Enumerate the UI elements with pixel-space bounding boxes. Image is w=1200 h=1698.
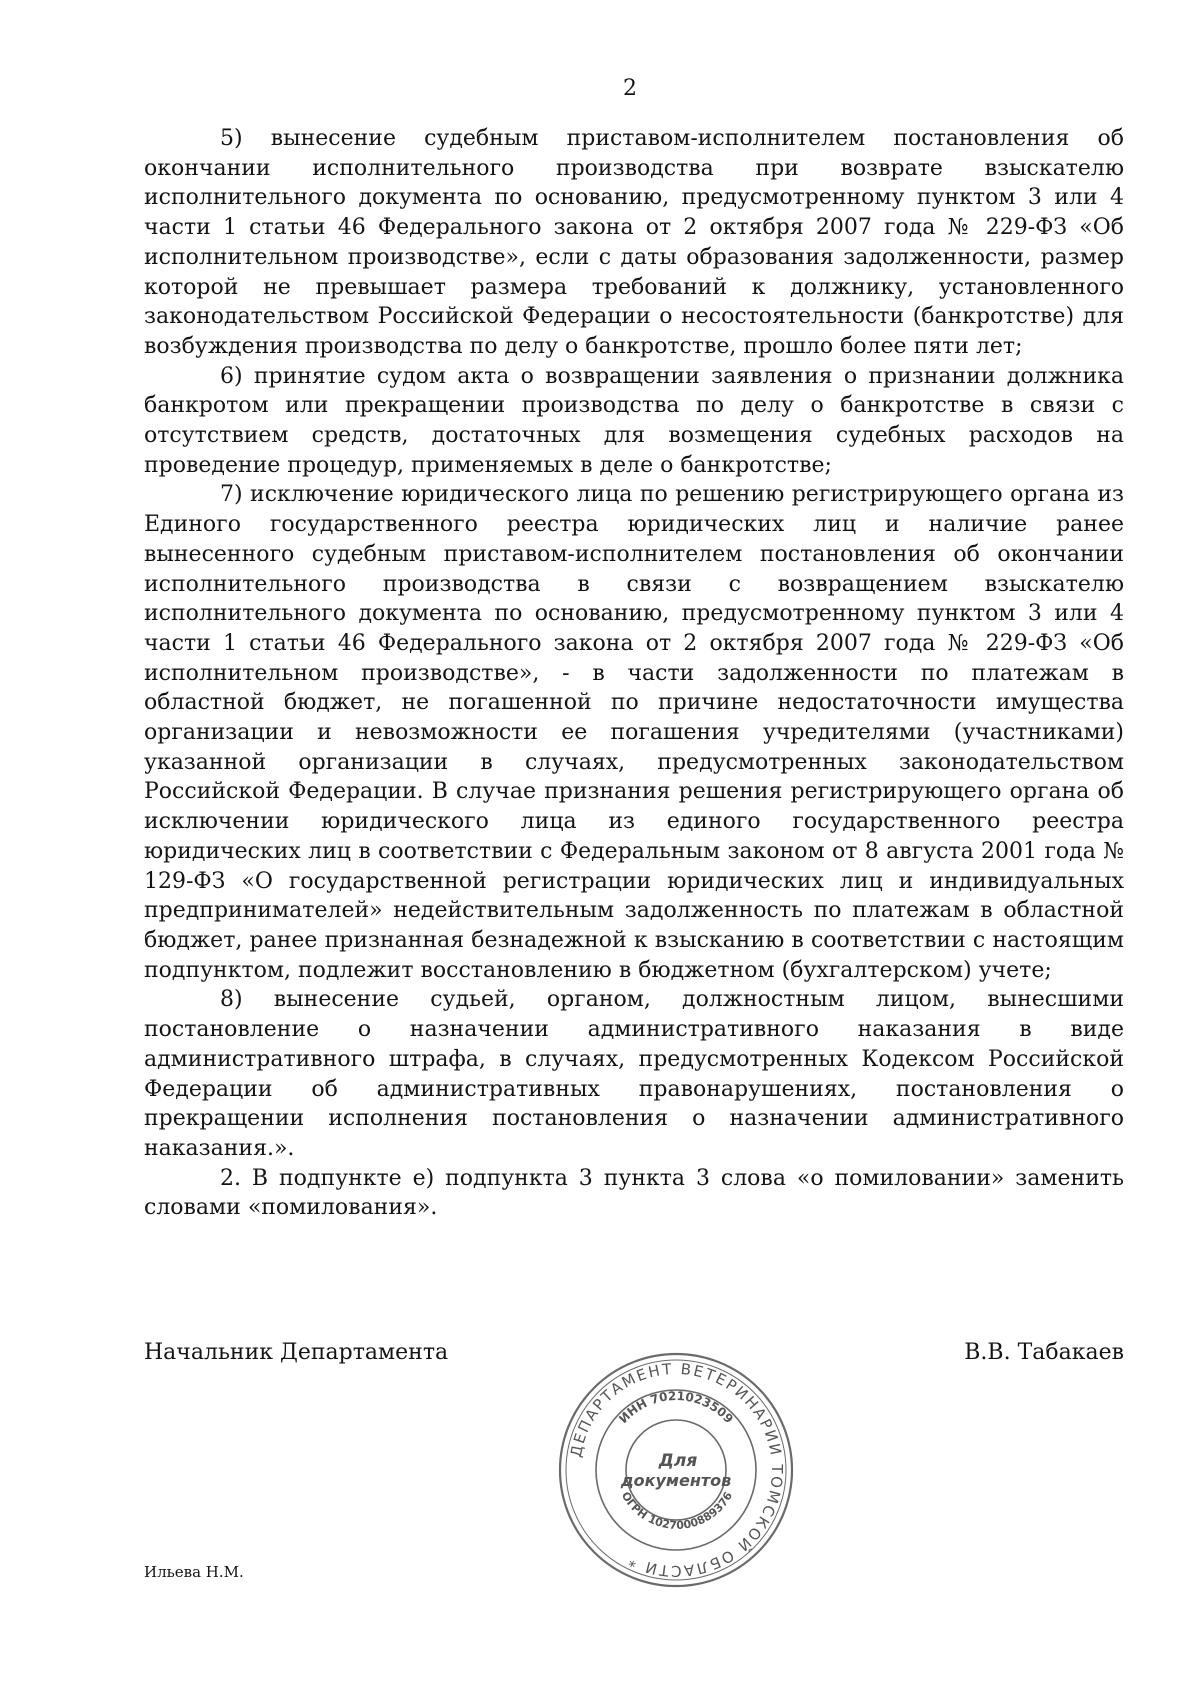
signatory-name: В.В. Табакаев: [964, 1340, 1124, 1365]
stamp-outer-text: ДЕПАРТАМЕНТ ВЕТЕРИНАРИИ ТОМСКОЙ ОБЛАСТИ *: [566, 1359, 787, 1581]
svg-text:ОГРН 1027000889376: [619, 1489, 735, 1532]
stamp-ogrn: ОГРН 1027000889376: [618, 1489, 736, 1533]
paragraph-item-5: 5) вынесение судебным приставом-исполнителем постановления об окончании исполнительного производства при возврате взыскателю исполнительного документа по основанию, предусмотренному пунктом 3 или 4 части 1 статьи 46 Федерального закона от 2 октября 2007 года № 229-ФЗ «Об исполнительном производстве», если с даты образования задолженности, размер которой не превышает размера требований к должнику, установленного законодательством Российской Федерации о несостоятельности (банкротстве) для возбуждения производства по делу о банкротстве, прошло более пяти лет;: [144, 126, 1124, 359]
stamp-inn: ИНН 7021023509: [616, 1388, 736, 1427]
paragraph-item-8: 8) вынесение судьей, органом, должностным лицом, вынесшими постановление о назначении административного наказания в виде административного штрафа, в случаях, предусмотренных Кодексом Российской Федерации об административных правонарушениях, постановления о прекращении исполнения постановления о назначении административного наказания.».: [144, 987, 1124, 1161]
executor-name: Ильева Н.М.: [144, 1563, 244, 1581]
paragraph-item-6: 6) принятие судом акта о возвращении заявления о признании должника банкротом или прекращении производства по делу о банкротстве в связи с отсутствием средств, достаточных для возмещения судебных расходов на проведение процедур, применяемых в деле о банкротстве;: [144, 363, 1124, 478]
body-text: [144, 124, 1124, 1223]
page-number: 2: [623, 76, 637, 101]
stamp-center-line1: Для: [658, 1451, 698, 1471]
paragraph-clause-2: 2. В подпункте е) подпункта 3 пункта 3 слова «о помиловании» заменить словами «помилования».: [144, 1165, 1124, 1221]
official-stamp: [556, 1350, 796, 1590]
signatory-position: Начальник Департамента: [144, 1340, 449, 1365]
stamp-graphic: [556, 1350, 796, 1590]
paragraph-item-7: 7) исключение юридического лица по решению регистрирующего органа из Единого государственного реестра юридических лиц и наличие ранее вынесенного судебным приставом-исполнителем постановления об окончании исполнительного производства в связи с возвращением взыскателю исполнительного документа по основанию, предусмотренному пунктом 3 или 4 части 1 статьи 46 Федерального закона от 2 октября 2007 года № 229-ФЗ «Об исполнительном производстве», - в части задолженности по платежам в областной бюджет, не погашенной по причине недостаточности имущества организации и невозможности ее погашения учредителями (участниками) указанной организации в случаях, предусмотренных законодательством Российской Федерации. В случае признания решения регистрирующего органа об исключении юридического лица из единого государственного реестра юридических лиц в соответствии с Федеральным законом от 8 августа 2001 года № 129-ФЗ «О государственной регистрации юридических лиц и индивидуальных предпринимателей» недействительным задолженность по платежам в областной бюджет, ранее признанная безнадежной к взысканию в соответствии с настоящим подпунктом, подлежит восстановлению в бюджетном (бухгалтерском) учете;: [144, 482, 1124, 983]
stamp-center-line2: документов: [620, 1471, 732, 1490]
